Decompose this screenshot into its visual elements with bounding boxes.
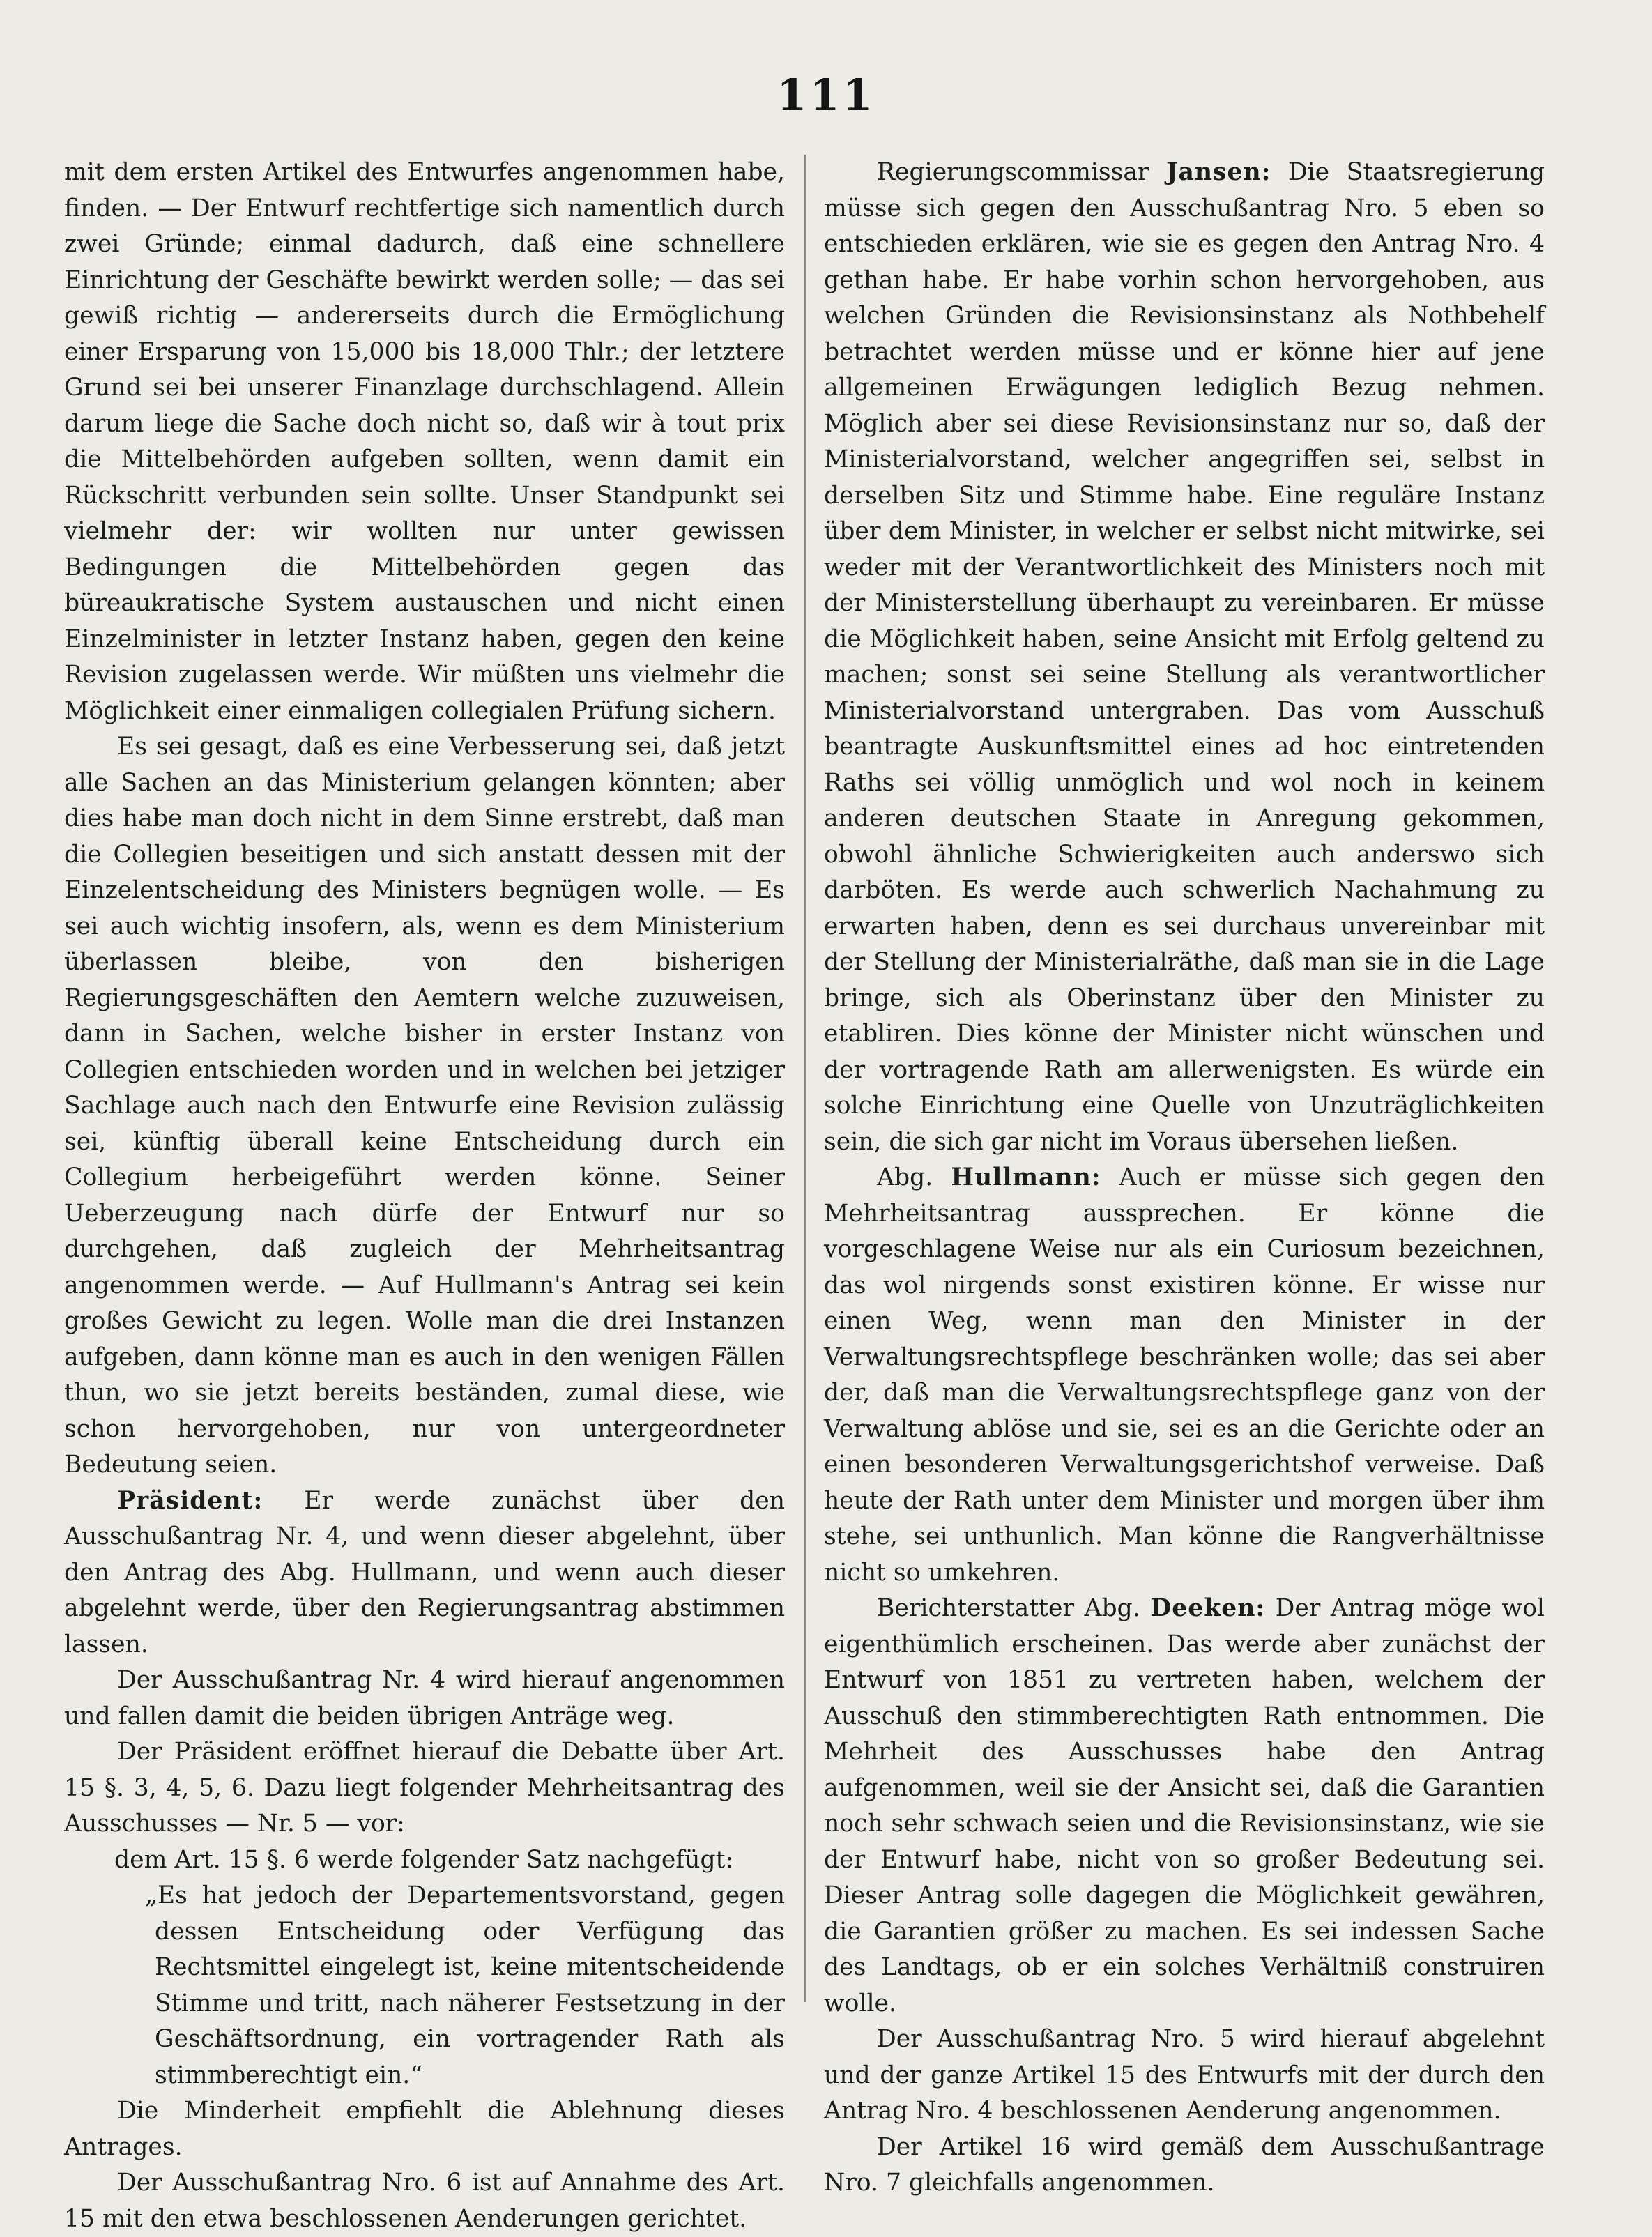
right-column [824, 155, 1545, 2201]
paragraph [824, 1591, 1545, 2022]
paragraph: mit dem ersten Artikel des Entwurfes angenommen habe, finden. — Der Entwurf rechtfertige sich namentlich durch zwei Gründe; einmal dadurch, daß eine schnellere Einrichtung der Geschäfte bewirkt werden solle; — das sei gewiß richtig — andererseits durch die Ermöglichung einer Ersparung von 15,000 bis 18,000 Thlr.; der letztere Grund sei bei unserer Finanzlage durchschlagend. Allein darum liege die Sache doch nicht so, daß wir à tout prix die Mittelbehörden aufgeben sollten, wenn damit ein Rückschritt verbunden sein sollte. Unser Standpunkt sei vielmehr der: wir wollten nur unter gewissen Bedingungen die Mittelbehörden gegen das büreaukratische System austauschen und nicht einen Einzelminister in letzter Instanz haben, gegen den keine Revision zugelassen werde. Wir müßten uns vielmehr die Möglichkeit einer einmaligen collegialen Prüfung sichern. [64, 158, 785, 725]
speaker-role: Abg. [877, 1163, 951, 1191]
left-column [64, 155, 785, 2237]
motion-intro: dem Art. 15 §. 6 werde folgender Satz nachgefügt: [114, 1845, 734, 1874]
paragraph: Der Ausschußantrag Nr. 4 wird hierauf angenommen und fallen damit die beiden übrigen Anträge weg. [64, 1666, 785, 1730]
motion-text: „Es hat jedoch der Departementsvorstand, gegen dessen Entscheidung oder Verfügung das Rechtsmittel eingelegt ist, keine mitentscheidende Stimme und tritt, nach näherer Festsetzung in der Geschäftsordnung, ein vortragender Rath als stimmberechtigt ein.“ [145, 1881, 785, 2089]
page-number: 111 [777, 70, 875, 121]
speaker-name: Hullmann: [951, 1163, 1101, 1191]
paragraph [824, 155, 1545, 1160]
speaker-role: Berichterstatter Abg. [877, 1594, 1151, 1622]
paragraph [64, 1483, 785, 1663]
speech-text: Er werde zunächst über den Ausschußantrag Nr. 4, und wenn dieser abgelehnt, über den Antrag des Abg. Hullmann, und wenn auch dieser abgelehnt werde, über den Regierungsantrag abstimmen lassen. [64, 1486, 785, 1658]
speaker-role: Regierungscommissar [877, 158, 1167, 186]
speech-text: Der Antrag möge wol eigenthümlich erscheinen. Das werde aber zunächst der Entwurf von 1851 zu vertreten haben, welchem der Ausschuß den stimmberechtigten Rath entnommen. Die Mehrheit des Ausschusses habe den Antrag aufgenommen, weil sie der Ansicht sei, daß die Garantien noch sehr schwach seien und die Revisionsinstanz, wie sie der Entwurf habe, nicht von so großer Bedeutung sei. Dieser Antrag solle dagegen die Möglichkeit gewähren, die Garantien größer zu machen. Es sei indessen Sache des Landtags, ob er ein solches Verhältniß construiren wolle. [824, 1594, 1545, 2017]
paragraph: Der Präsident eröffnet hierauf die Debatte über Art. 15 §. 3, 4, 5, 6. Dazu liegt folgender Mehrheitsantrag des Ausschusses — Nr. 5 — vor: [64, 1738, 785, 1838]
paragraph: Es sei gesagt, daß es eine Verbesserung sei, daß jetzt alle Sachen an das Ministerium gelangen könnten; aber dies habe man doch nicht in dem Sinne erstrebt, daß man die Collegien beseitigen und sich anstatt dessen mit der Einzelentscheidung des Ministers begnügen wolle. — Es sei auch wichtig insofern, als, wenn es dem Ministerium überlassen bleibe, von den bisherigen Regierungsgeschäften den Aemtern welche zuzuweisen, dann in Sachen, welche bisher in erster Instanz von Collegien entschieden worden und in welchen bei jetziger Sachlage auch nach den Entwurfe eine Revision zulässig sei, künftig überall keine Entscheidung durch ein Collegium herbeigeführt werden könne. Seiner Ueberzeugung nach dürfe der Entwurf nur so durchgehen, daß zugleich der Mehrheitsantrag angenommen werde. — Auf Hullmann's Antrag sei kein großes Gewicht zu legen. Wolle man die drei Instanzen aufgeben, dann könne man es auch in den wenigen Fällen thun, wo sie jetzt bereits beständen, zumal diese, wie schon hervorgehoben, nur von untergeordneter Bedeutung seien. [64, 733, 785, 1479]
speaker-name: Jansen: [1166, 158, 1271, 186]
paragraph: Der Artikel 16 wird gemäß dem Ausschußantrage Nro. 7 gleichfalls angenommen. [824, 2132, 1545, 2197]
speech-text: Die Staatsregierung müsse sich gegen den Ausschußantrag Nro. 5 eben so entschieden erklären, wie sie es gegen den Antrag Nro. 4 gethan habe. Er habe vorhin schon hervorgehoben, aus welchen Gründen die Revisionsinstanz als Nothbehelf betrachtet werden müsse und er könne hier auf jene allgemeinen Erwägungen lediglich Bezug nehmen. Möglich aber sei diese Revisionsinstanz nur so, daß der Ministerialvorstand, welcher angegriffen sei, selbst in derselben Sitz und Stimme habe. Eine reguläre Instanz über dem Minister, in welcher er selbst nicht mitwirke, sei weder mit der Verantwortlichkeit des Ministers noch mit der Ministerstellung überhaupt zu vereinbaren. Er müsse die Möglichkeit haben, seine Ansicht mit Erfolg geltend zu machen; sonst sei seine Stellung als verantwortlicher Ministerialvorstand untergraben. Das vom Ausschuß beantragte Auskunftsmittel eines ad hoc eintretenden Raths sei völlig unmöglich und wol noch in keinem anderen deutschen Staate in Anregung gekommen, obwohl ähnliche Schwierigkeiten auch anderswo sich darböten. Es werde auch schwerlich Nachahmung zu erwarten haben, denn es sei durchaus unvereinbar mit der Stellung der Ministerialräthe, daß man sie in die Lage bringe, sich als Oberinstanz über den Minister zu etabliren. Dies könne der Minister nicht wünschen und der vortragende Rath am allerwenigsten. Es würde ein solche Einrichtung eine Quelle von Unzuträglichkeiten sein, die sich gar nicht im Voraus übersehen ließen. [824, 158, 1545, 1156]
paragraph: Die Minderheit empfiehlt die Ablehnung dieses Antrages. [64, 2097, 785, 2161]
column-divider [804, 155, 806, 2002]
paragraph: Der Ausschußantrag Nro. 5 wird hierauf abgelehnt und der ganze Artikel 15 des Entwurfs mit der durch den Antrag Nro. 4 beschlossenen Aenderung angenommen. [824, 2025, 1545, 2125]
paragraph [824, 1160, 1545, 1591]
paragraph: Der Ausschußantrag Nro. 6 ist auf Annahme des Art. 15 mit den etwa beschlossenen Aenderungen gerichtet. [64, 2169, 785, 2233]
speaker-name: Präsident: [117, 1486, 263, 1515]
speech-text: Auch er müsse sich gegen den Mehrheitsantrag aussprechen. Er könne die vorgeschlagene Weise nur als ein Curiosum bezeichnen, das wol nirgends sonst existiren könne. Er wisse nur einen Weg, wenn man den Minister in der Verwaltungsrechtspflege beschränken wolle; das sei aber der, daß man die Verwaltungsrechtspflege ganz von der Verwaltung ablöse und sie, sei es an die Gerichte oder an einen besonderen Verwaltungsgerichtshof verweise. Daß heute der Rath unter dem Minister und morgen über ihm stehe, sei unthunlich. Man könne die Rangverhältnisse nicht so umkehren. [824, 1163, 1545, 1587]
speaker-name: Deeken: [1150, 1594, 1266, 1622]
